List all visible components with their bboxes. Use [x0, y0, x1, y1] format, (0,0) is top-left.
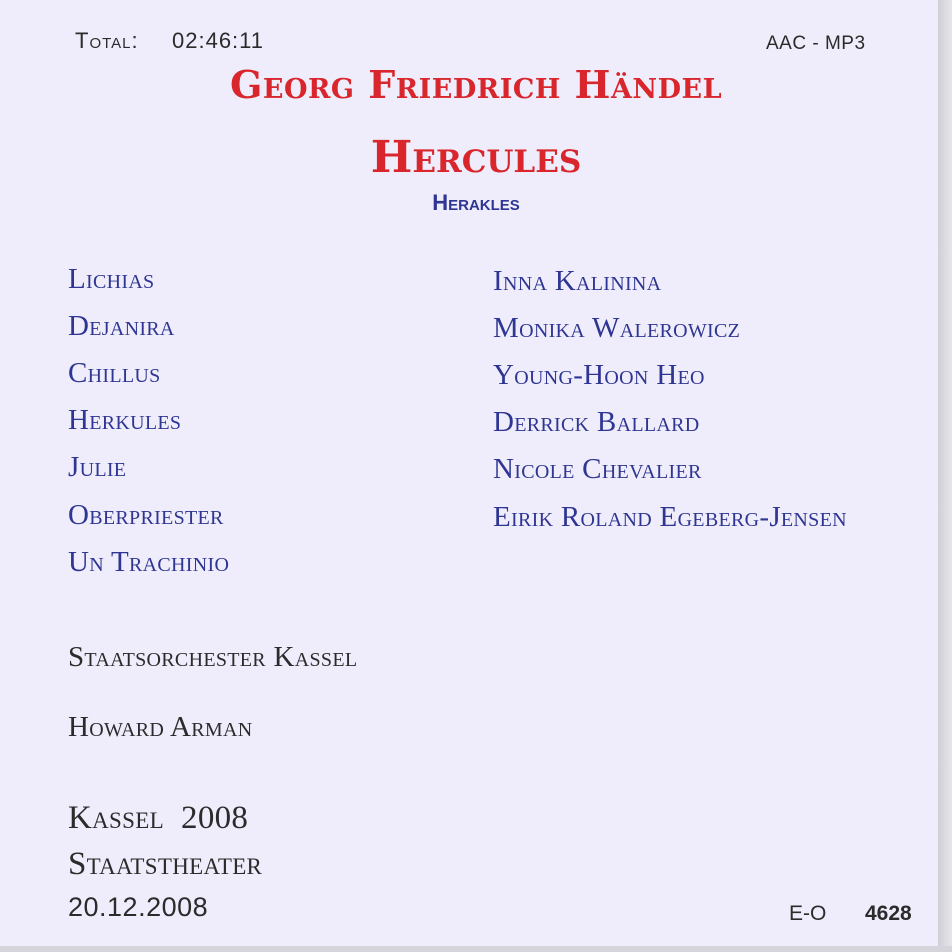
total-time-label: Total:	[75, 28, 139, 53]
cast-singer: Eirik Roland Egeberg-Jensen	[493, 501, 847, 533]
cast-singer: Nicole Chevalier	[493, 453, 702, 485]
cast-role: Chillus	[68, 357, 161, 389]
cast-singer: Young-Hoon Heo	[493, 359, 705, 391]
cast-role: Julie	[68, 451, 127, 483]
cast-role: Lichias	[68, 263, 155, 295]
cast-role: Dejanira	[68, 310, 175, 342]
composer-name: Georg Friedrich Händel	[229, 62, 723, 107]
audio-format: AAC - MP3	[766, 33, 866, 54]
card-bottom-shadow	[0, 946, 952, 952]
performance-date: 20.12.2008	[68, 892, 209, 922]
cast-role: Oberpriester	[68, 499, 224, 531]
conductor-name: Howard Arman	[68, 711, 253, 743]
venue-name: Staatstheater	[68, 846, 263, 882]
orchestra-name: Staatsorchester Kassel	[68, 641, 358, 673]
cast-singer: Derrick Ballard	[493, 406, 700, 438]
cast-role: Un Trachinio	[68, 546, 230, 578]
work-subtitle: Herakles	[432, 190, 520, 215]
cast-role: Herkules	[68, 404, 182, 436]
card-edge-shadow	[938, 0, 952, 952]
work-title: Hercules	[370, 132, 582, 183]
cast-singer: Monika Walerowicz	[493, 312, 741, 344]
label-code: E-O	[789, 902, 827, 925]
cast-singer: Inna Kalinina	[493, 265, 662, 297]
total-time-value: 02:46:11	[172, 28, 265, 53]
catalog-number: 4628	[865, 902, 912, 925]
city-year: Kassel 2008	[68, 800, 249, 836]
